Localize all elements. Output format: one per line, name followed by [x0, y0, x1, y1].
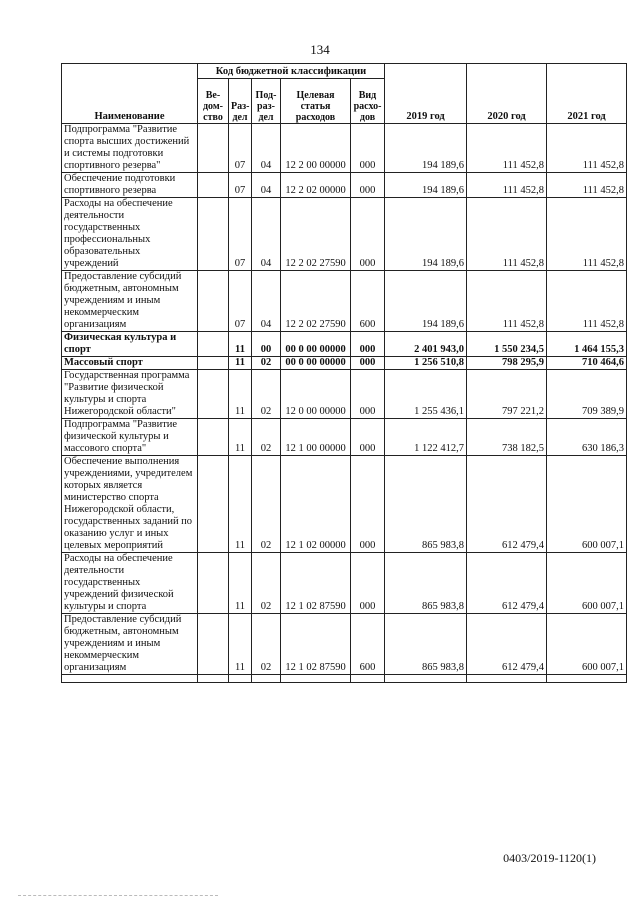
- cell-vid: 000: [351, 357, 385, 370]
- table-row: [62, 198, 627, 271]
- cell-ved: [198, 173, 229, 198]
- cell-podrazdel: 02: [252, 553, 281, 614]
- cell-name: Обеспечение подготовки спортивного резерва: [62, 173, 198, 198]
- table-row: [62, 553, 627, 614]
- cell-y2021: 111 452,8: [547, 198, 627, 271]
- cell-podrazdel: 02: [252, 357, 281, 370]
- cell-target: 12 2 02 27590: [281, 271, 351, 332]
- cell-y2021: 709 389,9: [547, 370, 627, 419]
- cell-vid: 000: [351, 370, 385, 419]
- table-row: [62, 332, 627, 357]
- cell-ved: [198, 370, 229, 419]
- cell-name: Физическая культура и спорт: [62, 332, 198, 357]
- header-name: Наименование: [62, 64, 198, 124]
- cell-y2020: 798 295,9: [467, 357, 547, 370]
- cell-name: Подпрограмма "Развитие спорта высших достижений и системы подготовки спортивного резерва": [62, 124, 198, 173]
- cell-podrazdel: 02: [252, 370, 281, 419]
- cell-ved: [198, 332, 229, 357]
- cell-ved: [198, 553, 229, 614]
- cell-target: 12 2 00 00000: [281, 124, 351, 173]
- empty-cell: [229, 675, 252, 683]
- document-code: 0403/2019-1120(1): [503, 851, 596, 865]
- cell-name: Расходы на обеспечение деятельности государственных учреждений физической культуры и спорта: [62, 553, 198, 614]
- cell-y2020: 612 479,4: [467, 553, 547, 614]
- cell-vid: 000: [351, 419, 385, 456]
- cell-y2019: 865 983,8: [385, 553, 467, 614]
- table-row: [62, 357, 627, 370]
- empty-cell: [62, 675, 198, 683]
- cell-y2019: 194 189,6: [385, 198, 467, 271]
- cell-target: 12 2 02 27590: [281, 198, 351, 271]
- cell-vid: 000: [351, 456, 385, 553]
- cell-y2021: 600 007,1: [547, 456, 627, 553]
- header-razdel: Раз-дел: [229, 79, 252, 124]
- table-row: [62, 173, 627, 198]
- cell-y2021: 600 007,1: [547, 553, 627, 614]
- cell-razdel: 07: [229, 173, 252, 198]
- cell-razdel: 11: [229, 332, 252, 357]
- cell-target: 00 0 00 00000: [281, 357, 351, 370]
- empty-row: [62, 675, 627, 683]
- cell-y2019: 194 189,6: [385, 124, 467, 173]
- cell-name: Расходы на обеспечение деятельности государственных профессиональных образовательных учреждений: [62, 198, 198, 271]
- cell-y2019: 1 255 436,1: [385, 370, 467, 419]
- cell-podrazdel: 02: [252, 456, 281, 553]
- cell-ved: [198, 419, 229, 456]
- cell-y2020: 1 550 234,5: [467, 332, 547, 357]
- cell-vid: 000: [351, 553, 385, 614]
- cell-y2020: 111 452,8: [467, 124, 547, 173]
- cell-ved: [198, 614, 229, 675]
- cell-y2020: 612 479,4: [467, 614, 547, 675]
- empty-cell: [385, 675, 467, 683]
- cell-y2019: 194 189,6: [385, 173, 467, 198]
- empty-cell: [198, 675, 229, 683]
- empty-cell: [547, 675, 627, 683]
- cell-vid: 000: [351, 332, 385, 357]
- header-code-group: Код бюджетной классификации: [198, 64, 385, 79]
- header-podrazdel: Под-раз-дел: [252, 79, 281, 124]
- cell-razdel: 11: [229, 553, 252, 614]
- cell-ved: [198, 271, 229, 332]
- cell-vid: 000: [351, 173, 385, 198]
- table-row: [62, 419, 627, 456]
- cell-name: Государственная программа "Развитие физической культуры и спорта Нижегородской области": [62, 370, 198, 419]
- header-row-top: [62, 64, 627, 79]
- cell-target: 12 1 00 00000: [281, 419, 351, 456]
- cell-podrazdel: 04: [252, 173, 281, 198]
- cell-name: Обеспечение выполнения учреждениями, учредителем которых является министерство спорта Нижегородской области, государственных заданий по оказанию услуг и иных целевых мероприятий: [62, 456, 198, 553]
- cell-name: Подпрограмма "Развитие физической культуры и массового спорта": [62, 419, 198, 456]
- table-row: [62, 124, 627, 173]
- cell-target: 12 1 02 00000: [281, 456, 351, 553]
- cell-name: Предоставление субсидий бюджетным, автономным учреждениям и иным некоммерческим организациям: [62, 271, 198, 332]
- cell-razdel: 11: [229, 419, 252, 456]
- header-vid: Вид расхо-дов: [351, 79, 385, 124]
- cell-y2020: 111 452,8: [467, 198, 547, 271]
- cell-vid: 000: [351, 198, 385, 271]
- cell-target: 12 2 02 00000: [281, 173, 351, 198]
- cell-y2019: 865 983,8: [385, 614, 467, 675]
- cell-podrazdel: 04: [252, 271, 281, 332]
- page-number: 134: [310, 42, 330, 57]
- cell-y2020: 738 182,5: [467, 419, 547, 456]
- cell-y2020: 612 479,4: [467, 456, 547, 553]
- cell-target: 12 1 02 87590: [281, 614, 351, 675]
- cell-y2021: 1 464 155,3: [547, 332, 627, 357]
- table-row: [62, 271, 627, 332]
- cell-y2019: 865 983,8: [385, 456, 467, 553]
- cell-y2019: 1 256 510,8: [385, 357, 467, 370]
- cell-y2019: 194 189,6: [385, 271, 467, 332]
- cell-ved: [198, 357, 229, 370]
- cell-y2019: 2 401 943,0: [385, 332, 467, 357]
- budget-table: [61, 63, 627, 683]
- cell-y2021: 710 464,6: [547, 357, 627, 370]
- cell-vid: 600: [351, 271, 385, 332]
- cell-y2021: 111 452,8: [547, 124, 627, 173]
- table-body: [62, 124, 627, 683]
- empty-cell: [252, 675, 281, 683]
- cell-vid: 000: [351, 124, 385, 173]
- table-row: [62, 456, 627, 553]
- table-row: [62, 370, 627, 419]
- cell-name: Предоставление субсидий бюджетным, автономным учреждениям и иным некоммерческим организациям: [62, 614, 198, 675]
- header-2021: 2021 год: [547, 64, 627, 124]
- cell-ved: [198, 124, 229, 173]
- cell-y2021: 630 186,3: [547, 419, 627, 456]
- header-target: Целевая статья расходов: [281, 79, 351, 124]
- cell-podrazdel: 00: [252, 332, 281, 357]
- cell-y2020: 111 452,8: [467, 173, 547, 198]
- header-2020: 2020 год: [467, 64, 547, 124]
- header-vedomstvo: Ве-дом-ство: [198, 79, 229, 124]
- cell-razdel: 11: [229, 370, 252, 419]
- cell-ved: [198, 198, 229, 271]
- cell-name: Массовый спорт: [62, 357, 198, 370]
- cell-y2019: 1 122 412,7: [385, 419, 467, 456]
- header-2019: 2019 год: [385, 64, 467, 124]
- cell-y2021: 111 452,8: [547, 271, 627, 332]
- cell-y2021: 600 007,1: [547, 614, 627, 675]
- cell-podrazdel: 04: [252, 198, 281, 271]
- empty-cell: [467, 675, 547, 683]
- cell-razdel: 11: [229, 614, 252, 675]
- cell-y2020: 797 221,2: [467, 370, 547, 419]
- cell-razdel: 07: [229, 124, 252, 173]
- cell-razdel: 11: [229, 357, 252, 370]
- cell-target: 00 0 00 00000: [281, 332, 351, 357]
- cell-razdel: 07: [229, 198, 252, 271]
- empty-cell: [281, 675, 351, 683]
- cell-razdel: 11: [229, 456, 252, 553]
- cell-y2020: 111 452,8: [467, 271, 547, 332]
- cell-podrazdel: 02: [252, 419, 281, 456]
- cell-vid: 600: [351, 614, 385, 675]
- cell-podrazdel: 04: [252, 124, 281, 173]
- bottom-rule: [18, 895, 218, 896]
- cell-target: 12 0 00 00000: [281, 370, 351, 419]
- cell-razdel: 07: [229, 271, 252, 332]
- cell-podrazdel: 02: [252, 614, 281, 675]
- table-row: [62, 614, 627, 675]
- cell-target: 12 1 02 87590: [281, 553, 351, 614]
- empty-cell: [351, 675, 385, 683]
- cell-ved: [198, 456, 229, 553]
- cell-y2021: 111 452,8: [547, 173, 627, 198]
